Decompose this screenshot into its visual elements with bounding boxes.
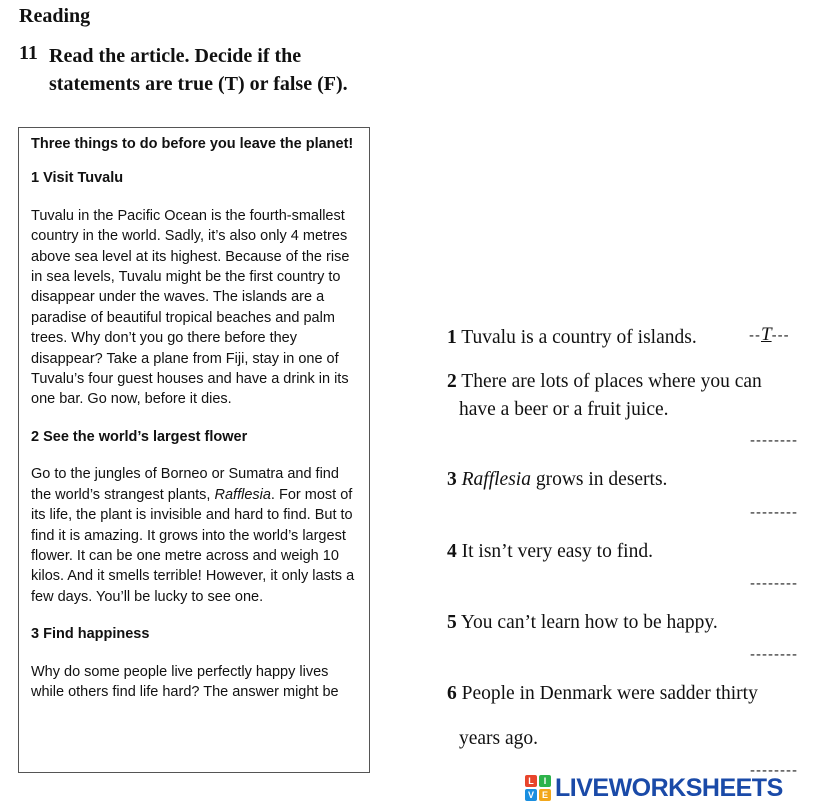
answer-3[interactable]: -------- bbox=[750, 504, 798, 521]
answer-6[interactable]: -------- bbox=[750, 762, 798, 779]
article-heading-2: 2 See the world’s largest flower bbox=[31, 428, 248, 445]
answer-4[interactable]: -------- bbox=[750, 575, 798, 592]
exercise-number: 11 bbox=[19, 42, 38, 64]
answer-1-value: T bbox=[761, 324, 772, 345]
article-title: Three things to do before you leave the planet! bbox=[31, 136, 354, 152]
answer-2[interactable]: -------- bbox=[750, 432, 798, 449]
statement-3: 3 Rafflesia grows in deserts. bbox=[447, 469, 668, 490]
statement-1: 1 Tuvalu is a country of islands. bbox=[447, 327, 697, 348]
statement-5: 5 You can’t learn how to be happy. bbox=[447, 612, 718, 633]
statement-6-line2: years ago. bbox=[459, 728, 539, 749]
exercise-instruction: Read the article. Decide if the statements are true (T) or false (F). bbox=[49, 45, 348, 95]
statement-6: 6 People in Denmark were sadder thirty bbox=[447, 683, 758, 704]
article-box bbox=[18, 127, 370, 773]
article-body-2: Go to the jungles of Borneo or Sumatra and find the world’s strangest plants, Rafflesia. For most of its life, the plant is invisible and hard to find. But to find it is amazing. It grows into the world’s largest flower. It can be one metre across and weigh 10 kilos. And it smells terrible! However, it only lasts a few days. You’ll be lucky to see one. bbox=[31, 466, 355, 605]
logo-grid-icon: L I V E bbox=[525, 775, 551, 801]
liveworksheets-logo bbox=[525, 772, 783, 804]
rafflesia-italic: Rafflesia bbox=[214, 486, 271, 503]
article-body-1: Tuvalu in the Pacific Ocean is the fourth-smallest country in the world. Sadly, it’s also only 4 metres above sea level at its highest. Because of the rise in sea levels, Tuvalu might be the first country to disappear under the waves. The islands are a paradise of beautiful tropical beaches and palm trees. Why don’t you go there before they disappear? Take a plane from Fiji, stay in one of Tuvalu’s four guest houses and have a drink in its one bar. Go now, before it dies. bbox=[31, 207, 350, 408]
answer-5[interactable]: -------- bbox=[750, 646, 798, 663]
article-heading-1: 1 Visit Tuvalu bbox=[31, 170, 124, 187]
statement-2: 2 There are lots of places where you can bbox=[447, 371, 762, 392]
statement-4: 4 It isn’t very easy to find. bbox=[447, 541, 653, 562]
logo-text: LIVEWORKSHEETS bbox=[555, 773, 783, 802]
article-heading-3: 3 Find happiness bbox=[31, 626, 150, 643]
answer-1[interactable]: --T--- bbox=[749, 324, 790, 345]
article-body-3: Why do some people live perfectly happy lives while others find life hard? The answer might be bbox=[31, 663, 339, 700]
statement-2-line2: have a beer or a fruit juice. bbox=[459, 399, 669, 420]
section-title: Reading bbox=[19, 5, 91, 27]
